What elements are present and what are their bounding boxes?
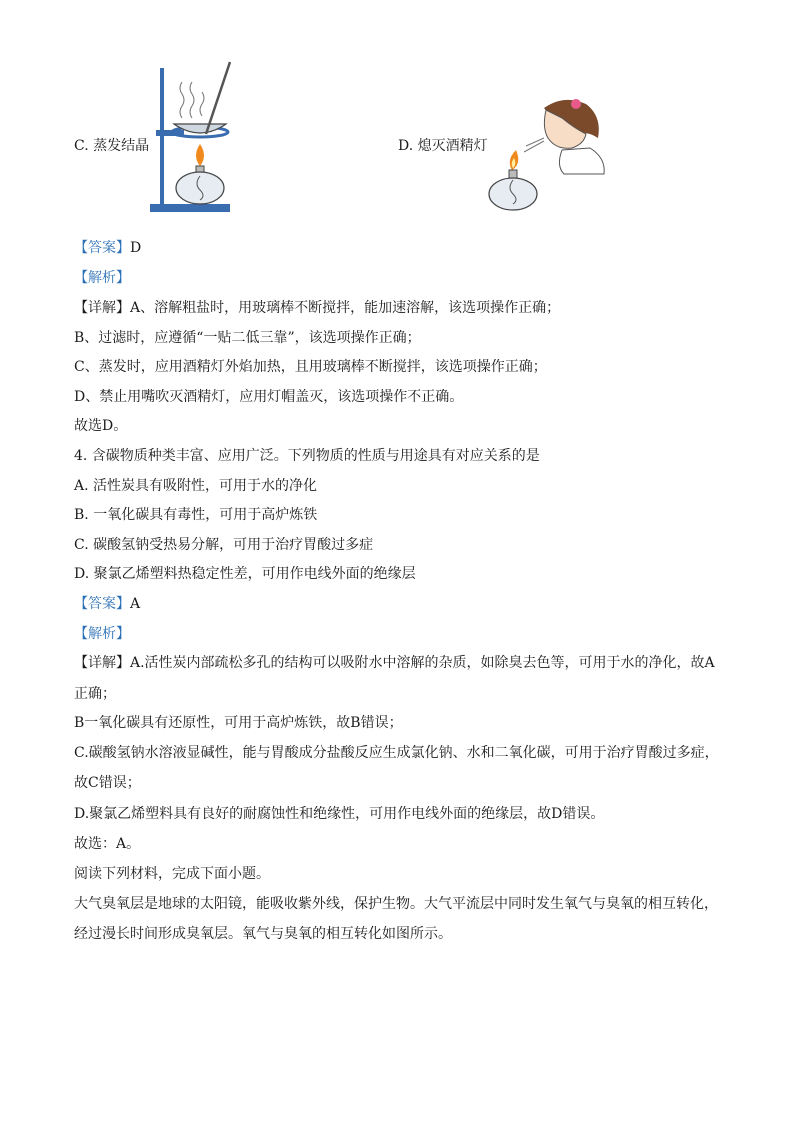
q3-detail-a xyxy=(74,298,560,318)
q4-detail-d: D.聚氯乙烯塑料具有良好的耐腐蚀性和绝缘性，可用作电线外面的绝缘层，故D错误。 xyxy=(74,806,605,822)
q4-option-a: A. 活性炭具有吸附性，可用于水的净化 xyxy=(74,478,318,494)
detail-tag: 【详解】 xyxy=(74,655,130,671)
q4-detail-c-1: C.碳酸氢钠水溶液显碱性，能与胃酸成分盐酸反应生成氯化钠、水和二氧化碳，可用于治疗胃酸过多症， xyxy=(74,745,719,761)
q4-choice: 故选：A。 xyxy=(74,836,141,852)
breath xyxy=(524,138,544,152)
q3-analysis-tag: 【解析】 xyxy=(74,270,130,286)
stand-rod xyxy=(160,68,164,208)
detail-tag: 【详解】 xyxy=(74,300,130,316)
glass-rod xyxy=(206,62,230,134)
q3-choice: 故选D。 xyxy=(74,418,128,434)
detail-text: A、溶解粗盐时，用玻璃棒不断搅拌，能加速溶解，该选项操作正确； xyxy=(130,300,561,316)
stand-base xyxy=(150,204,230,212)
q3-detail-b: B、过滤时，应遵循“一贴二低三靠”，该选项操作正确； xyxy=(74,330,421,346)
reading-paragraph-2: 经过漫长时间形成臭氧层。氧气与臭氧的相互转化如图所示。 xyxy=(74,926,452,942)
blowing-lamp-figure xyxy=(486,94,612,216)
q4-detail-b: B一氧化碳具有还原性，可用于高炉炼铁，故B错误； xyxy=(74,715,403,731)
q3-answer xyxy=(74,238,141,258)
option-c-label: C. 蒸发结晶 xyxy=(74,138,150,154)
reading-paragraph-1: 大气臭氧层是地球的太阳镜，能吸收紫外线，保护生物。大气平流层中同时发生氧气与臭氧的相互转化， xyxy=(74,896,718,912)
q3-detail-c: C、蒸发时，应用酒精灯外焰加热，且用玻璃棒不断搅拌，该选项操作正确； xyxy=(74,359,547,375)
detail-text: A.活性炭内部疏松多孔的结构可以吸附水中溶解的杂质，如除臭去色等，可用于水的净化，故A xyxy=(130,655,715,671)
q4-detail-a-2: 正确； xyxy=(74,686,116,702)
q4-option-b: B. 一氧化碳具有毒性，可用于高炉炼铁 xyxy=(74,507,318,523)
reading-intro: 阅读下列材料，完成下面小题。 xyxy=(74,866,270,882)
q4-option-c: C. 碳酸氢钠受热易分解，可用于治疗胃酸过多症 xyxy=(74,537,374,553)
q3-detail-d: D、禁止用嘴吹灭酒精灯，应用灯帽盖灭，该选项操作不正确。 xyxy=(74,389,464,405)
option-d-label: D. 熄灭酒精灯 xyxy=(398,138,488,154)
q4-detail-c-2: 故C错误； xyxy=(74,775,141,791)
q4-answer xyxy=(74,594,140,614)
girl-body xyxy=(559,148,604,174)
answer-tag: 【答案】 xyxy=(74,596,130,612)
q4-analysis-tag: 【解析】 xyxy=(74,626,130,642)
hair-bow xyxy=(571,99,581,109)
q4-detail-a-1 xyxy=(74,653,715,673)
q4-stem: 4. 含碳物质种类丰富、应用广泛。下列物质的性质与用途具有对应关系的是 xyxy=(74,448,540,464)
answer-value: A xyxy=(130,596,141,612)
q4-option-d: D. 聚氯乙烯塑料热稳定性差，可用作电线外面的绝缘层 xyxy=(74,566,416,582)
answer-tag: 【答案】 xyxy=(74,240,130,256)
flame xyxy=(196,144,204,166)
evaporation-apparatus-figure xyxy=(148,60,244,216)
answer-value: D xyxy=(130,240,142,256)
steam xyxy=(180,82,204,118)
